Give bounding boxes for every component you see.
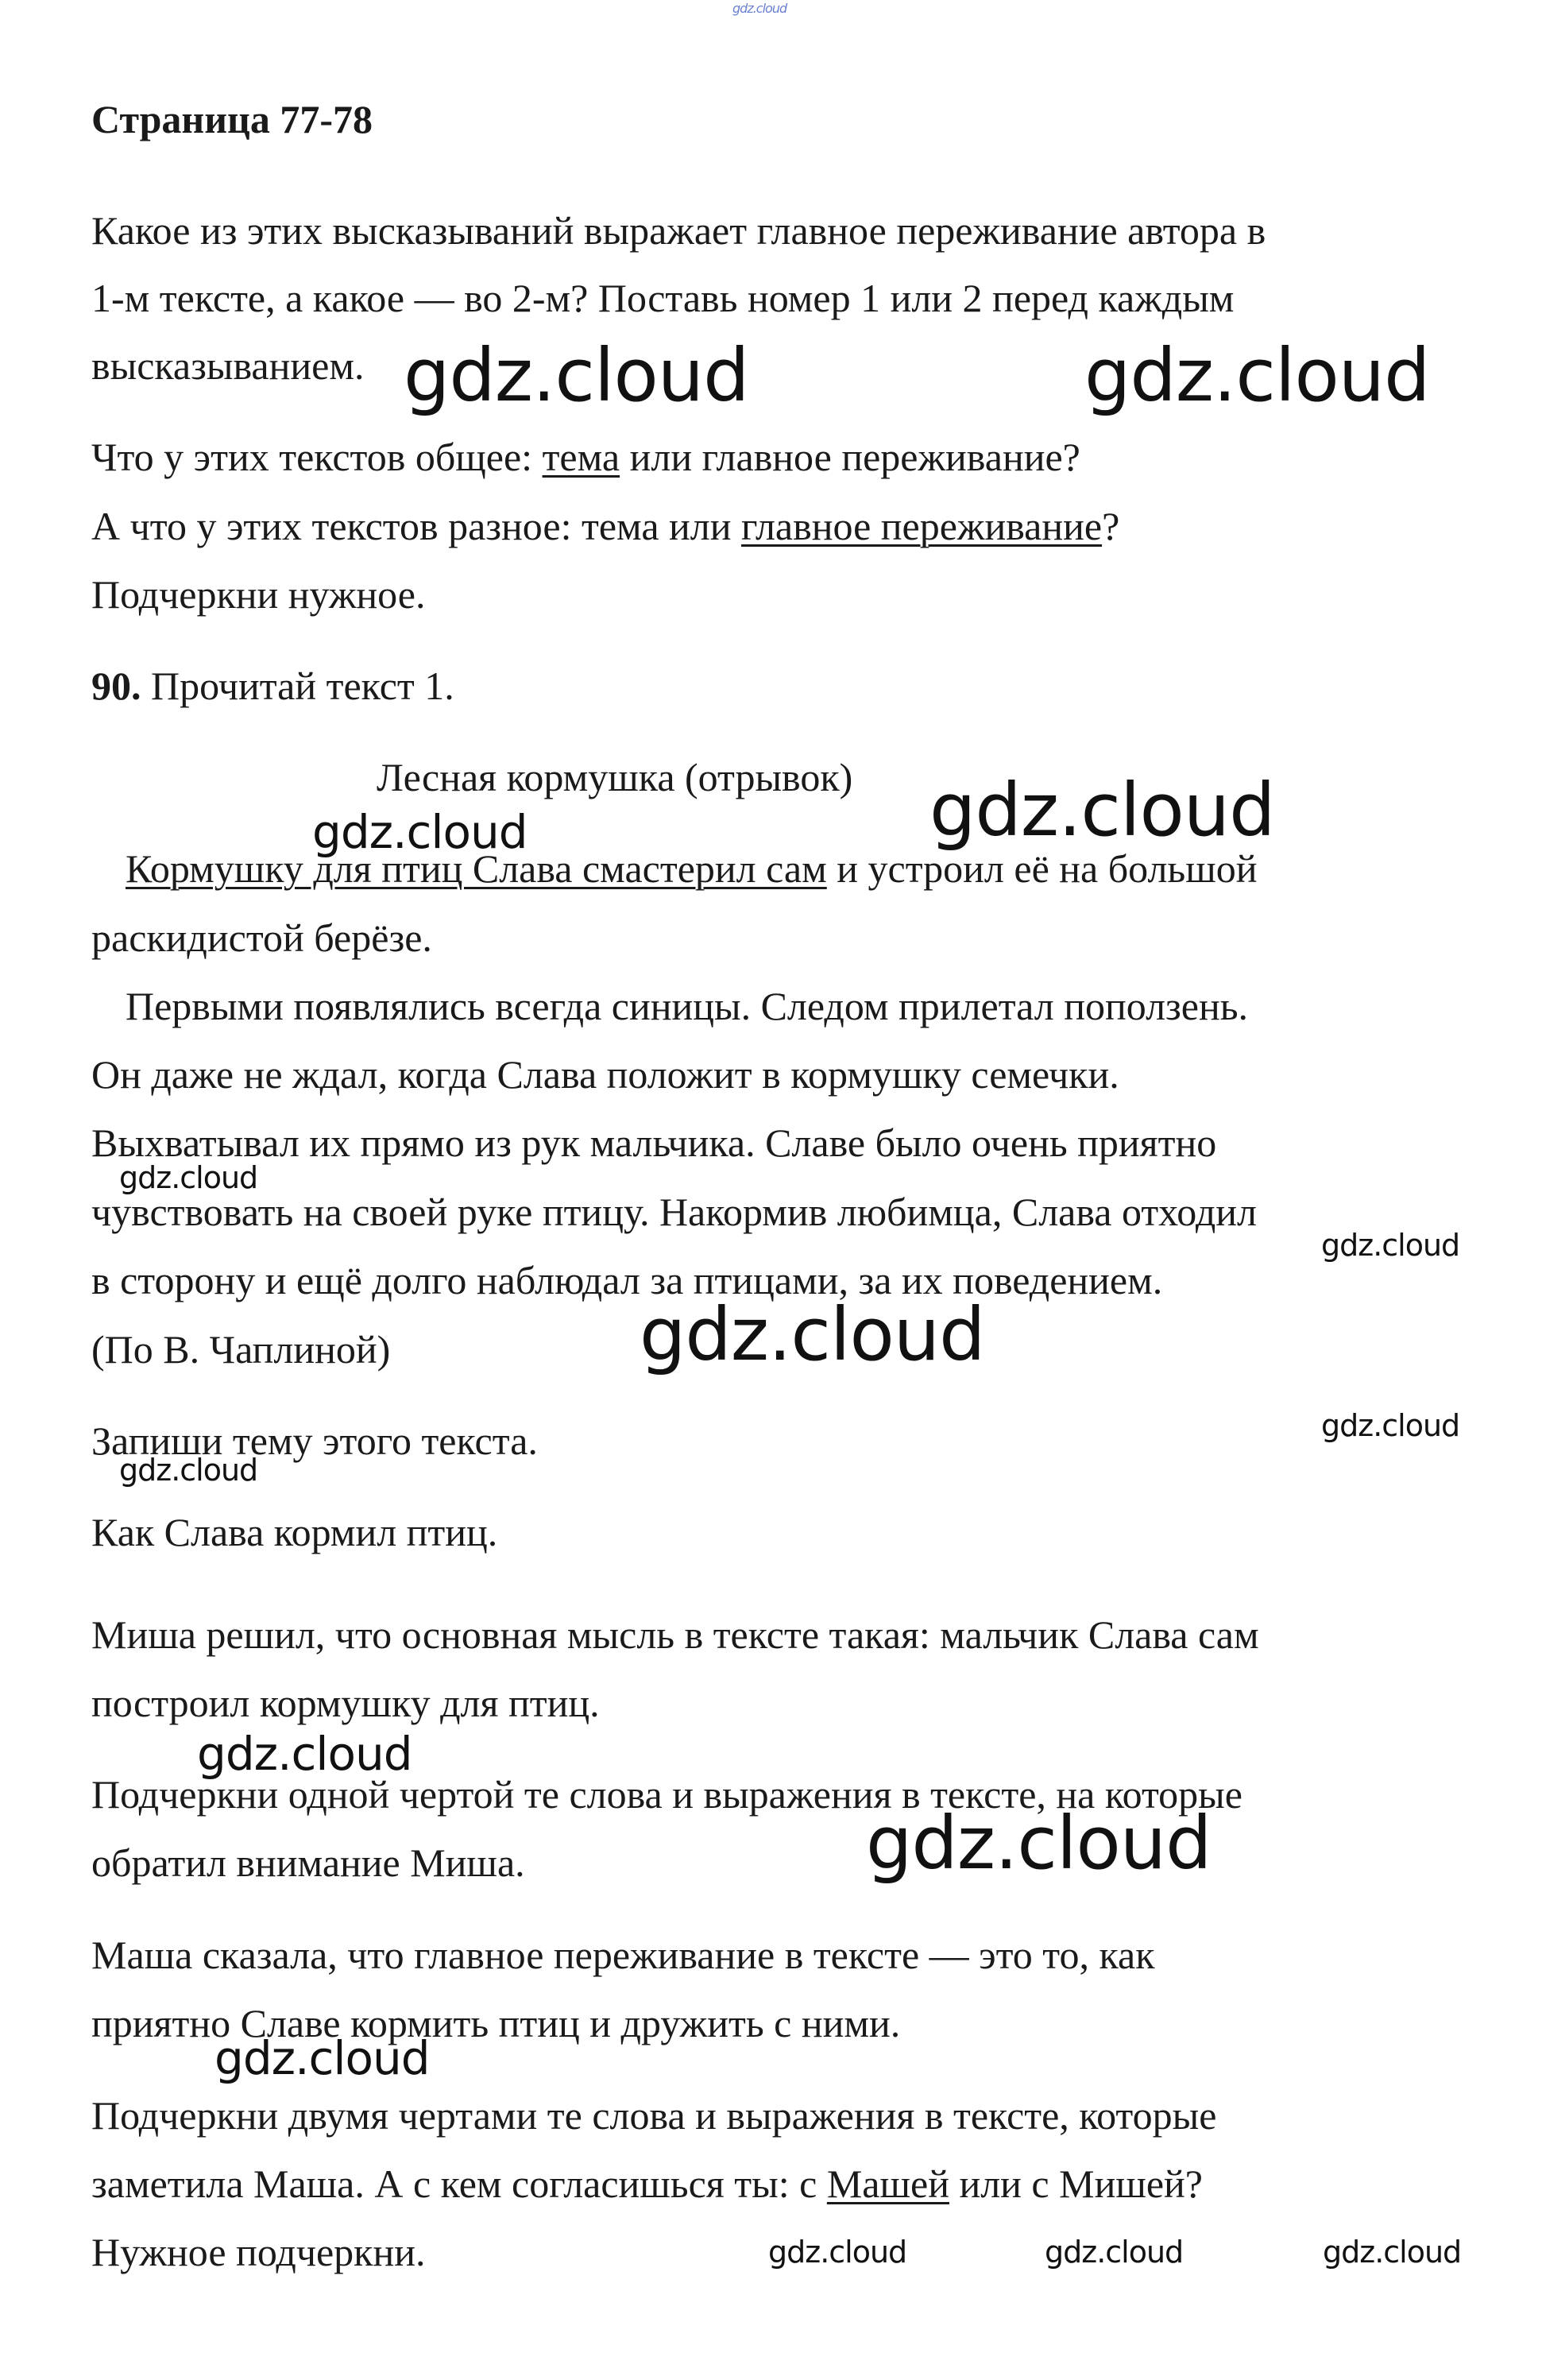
watermark: gdz.cloud	[866, 1801, 1212, 1886]
watermark: gdz.cloud	[312, 805, 528, 859]
story-p1-rest: и устроил её на большой	[826, 846, 1258, 891]
underline-instruction: Подчеркни нужное.	[91, 572, 426, 617]
masha-task-after: или с Мишей?	[949, 2161, 1203, 2206]
watermark: gdz.cloud	[119, 1160, 258, 1195]
question-diff	[91, 502, 1119, 550]
watermark: gdz.cloud	[768, 2235, 907, 2270]
masha-task-line-1: Подчеркни двумя чертами те слова и выражения в тексте, которые	[91, 2093, 1217, 2138]
watermark: gdz.cloud	[1321, 1408, 1460, 1443]
task-theme-answer: Как Слава кормил птиц.	[91, 1510, 498, 1554]
misha-task-line-1: Подчеркни одной чертой те слова и выражения в тексте, на которые	[91, 1772, 1242, 1817]
masha-task-before: заметила Маша. А с кем согласишься ты: с	[91, 2161, 827, 2206]
masha-line-1: Маша сказала, что главное переживание в тексте — это то, как	[91, 1933, 1155, 1977]
question-common-before: Что у этих текстов общее:	[91, 435, 543, 479]
story-p2-line-3: Выхватывал их прямо из рук мальчика. Славе было очень приятно	[91, 1120, 1217, 1165]
watermark: gdz.cloud	[929, 768, 1275, 853]
page-title: Страница 77-78	[91, 97, 373, 141]
watermark: gdz.cloud	[1045, 2235, 1184, 2270]
story-p2-line-4: чувствовать на своей руке птицу. Накормив любимца, Слава отходил	[91, 1190, 1257, 1234]
story-p1-line-2: раскидистой берёзе.	[91, 915, 432, 960]
question-diff-after: ?	[1102, 504, 1120, 548]
masha-task-line-3: Нужное подчеркни.	[91, 2230, 426, 2274]
intro-line-3: высказыванием.	[91, 343, 365, 388]
exercise-number: 90.	[91, 664, 141, 708]
masha-task-line-2	[91, 2160, 1203, 2208]
intro-line-2: 1-м тексте, а какое — во 2-м? Поставь номер 1 или 2 перед каждым	[91, 276, 1235, 320]
watermark: gdz.cloud	[1321, 1228, 1460, 1263]
answer-underlined-experience: главное переживание	[741, 504, 1103, 548]
misha-line-2: построил кормушку для птиц.	[91, 1681, 600, 1725]
story-p2-line-5: в сторону и ещё долго наблюдал за птицами, за их поведением.	[91, 1258, 1163, 1302]
intro-line-1: Какое из этих высказываний выражает главное переживание автора в	[91, 208, 1266, 253]
question-common	[91, 433, 1080, 481]
watermark: gdz.cloud	[119, 1453, 258, 1488]
watermark: gdz.cloud	[197, 1727, 412, 1781]
watermark: gdz.cloud	[214, 2031, 430, 2085]
story-title: Лесная кормушка (отрывок)	[377, 755, 853, 799]
question-diff-before: А что у этих текстов разное: тема или	[91, 504, 741, 548]
misha-line-1: Миша решил, что основная мысль в тексте такая: мальчик Слава сам	[91, 1612, 1259, 1657]
watermark: gdz.cloud	[1323, 2235, 1462, 2270]
story-p2-line-1: Первыми появлялись всегда синицы. Следом прилетал поползень.	[126, 984, 1249, 1028]
masha-line-2: приятно Славе кормить птиц и дружить с ними.	[91, 2001, 901, 2045]
story-p2-line-2: Он даже не ждал, когда Слава положит в кормушку семечки.	[91, 1052, 1119, 1097]
header-watermark: gdz.cloud	[732, 1, 787, 16]
question-common-after: или главное переживание?	[620, 435, 1080, 479]
exercise-instruction: Прочитай текст 1.	[141, 664, 454, 708]
story-author: (По В. Чаплиной)	[91, 1327, 391, 1372]
story-underlined-phrase: Кормушку для птиц Слава смастерил сам	[126, 846, 827, 891]
answer-underlined-masha: Машей	[826, 2161, 949, 2206]
watermark: gdz.cloud	[1084, 333, 1430, 418]
answer-underlined-theme: тема	[542, 435, 620, 479]
task-theme-prompt: Запиши тему этого текста.	[91, 1418, 538, 1463]
exercise-90	[91, 662, 454, 710]
misha-task-line-2: обратил внимание Миша.	[91, 1840, 525, 1885]
watermark: gdz.cloud	[404, 333, 749, 418]
watermark: gdz.cloud	[640, 1292, 985, 1377]
